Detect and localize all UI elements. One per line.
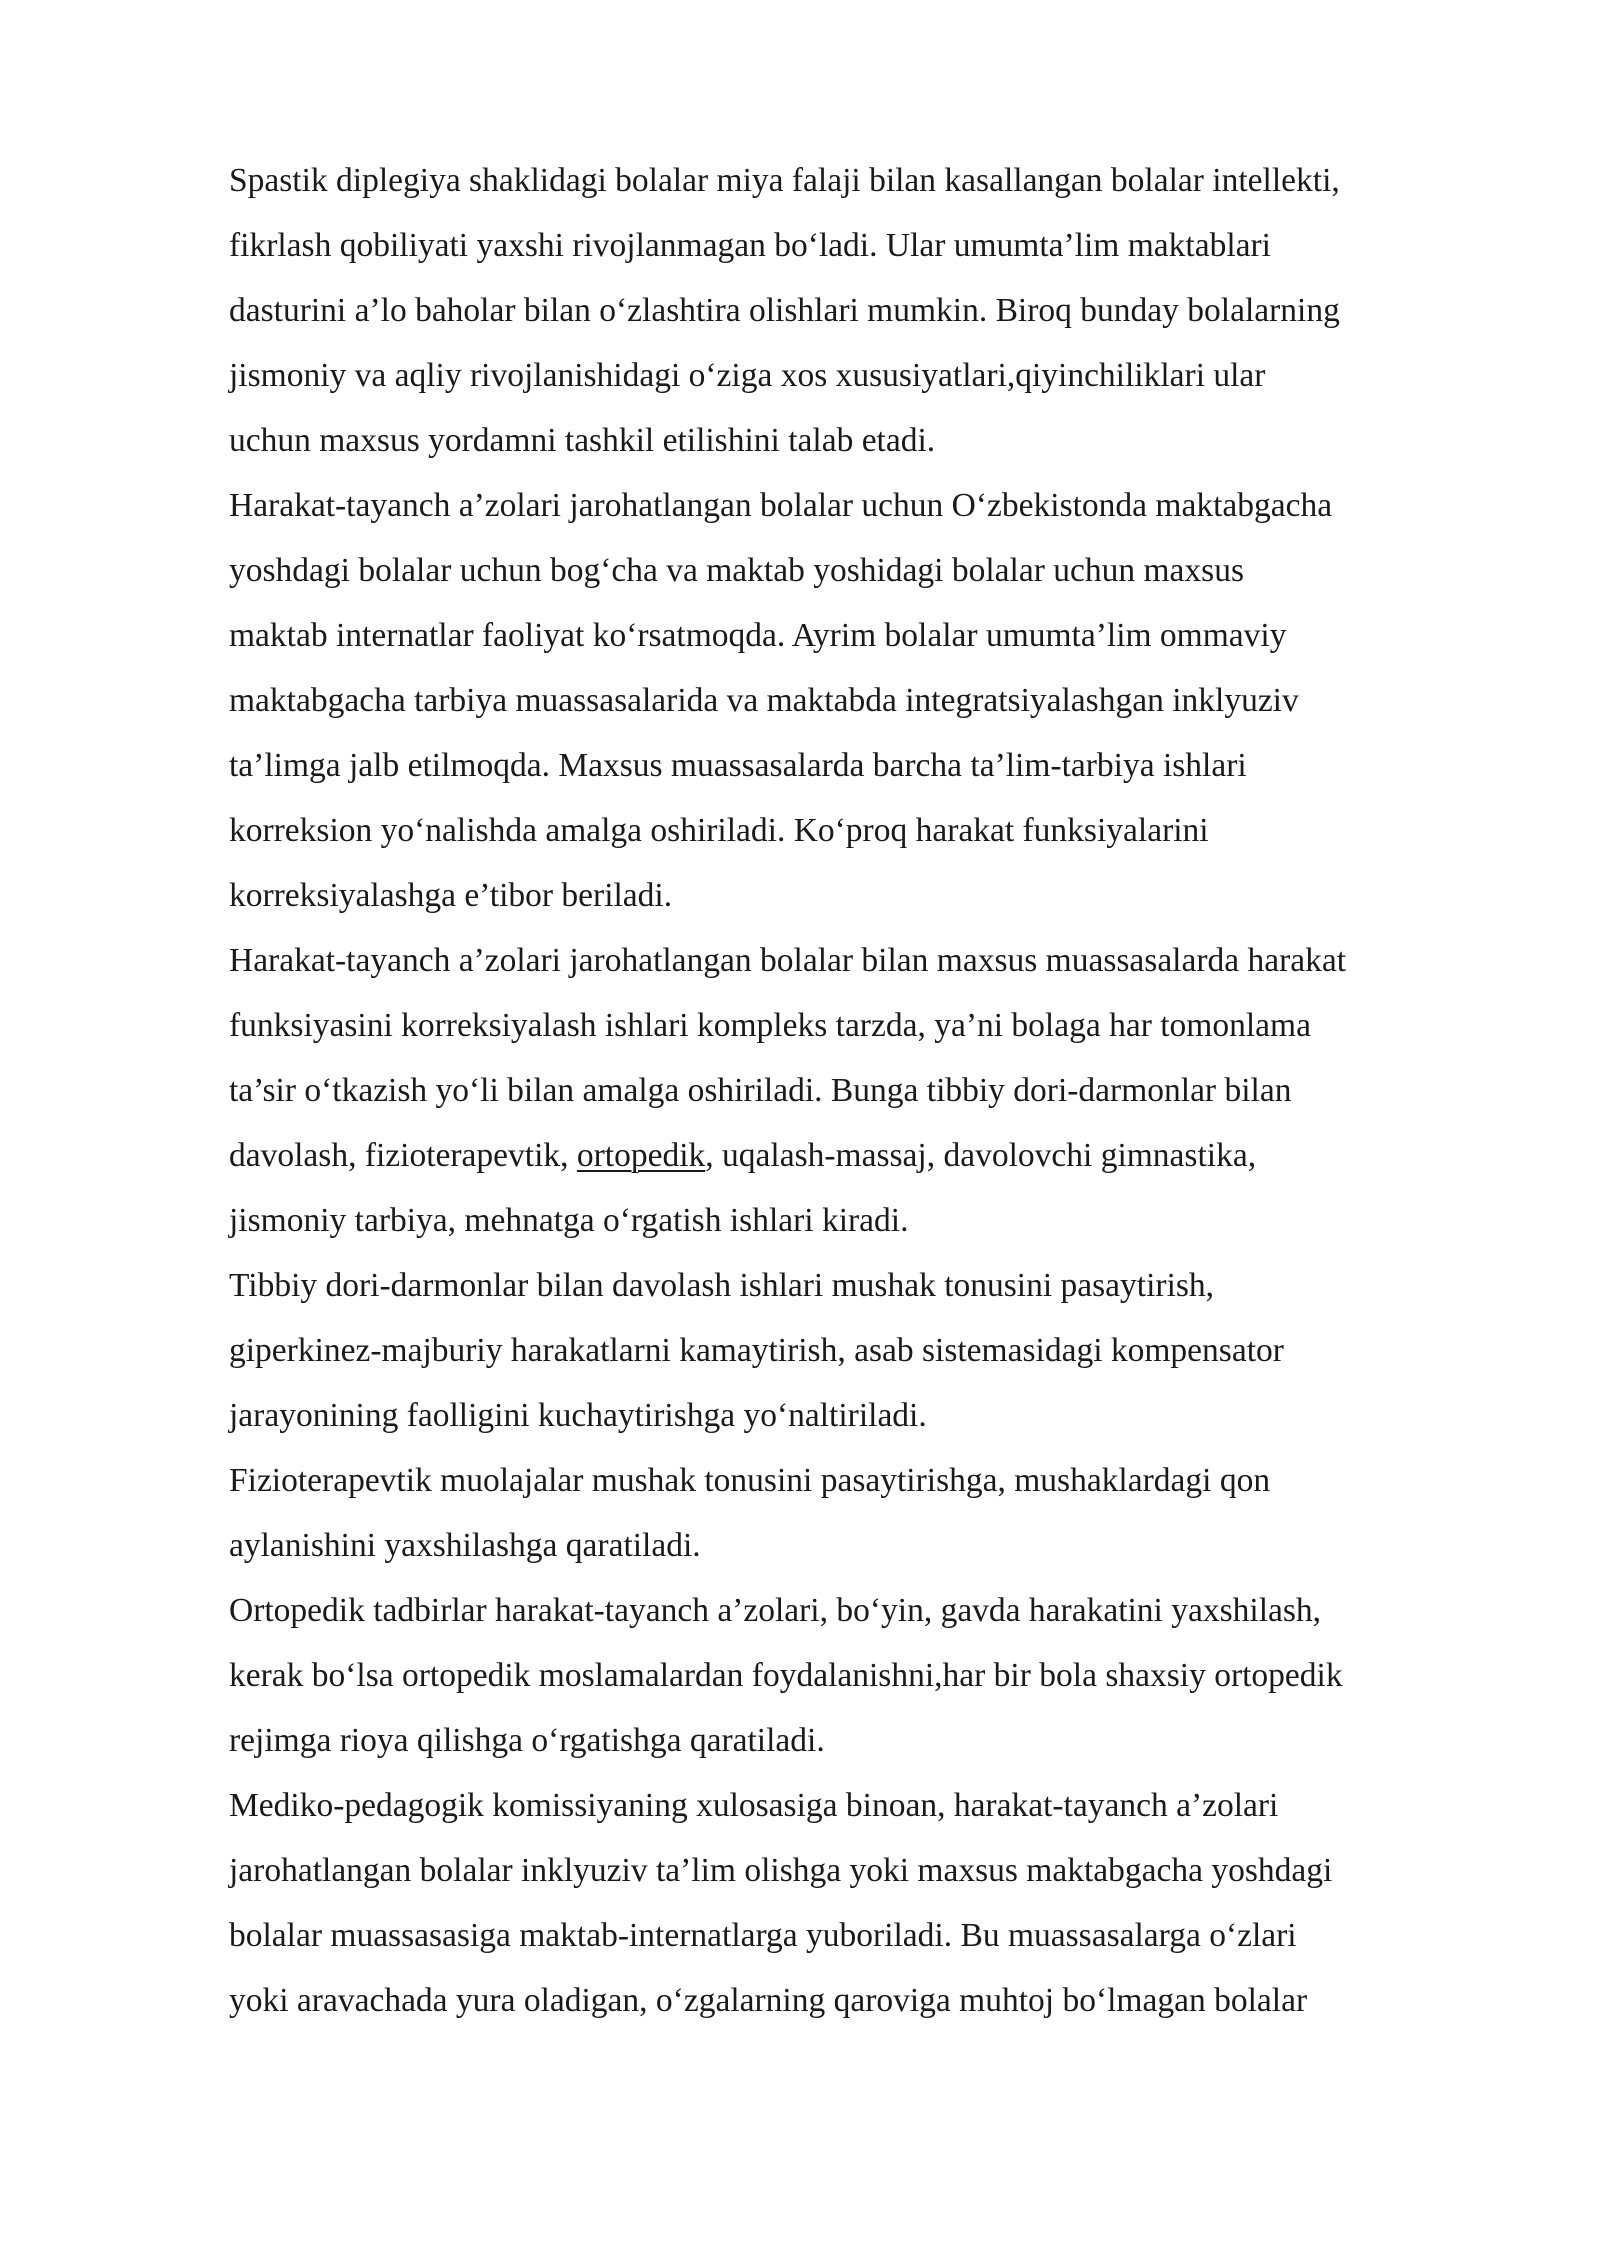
text-line: ta’sir o‘tkazish yo‘li bilan amalga oshiriladi. Bunga tibbiy dori-darmonlar bilan [229, 1072, 1292, 1109]
text-line: funksiyasini korreksiyalash ishlari kompleks tarzda, ya’ni bolaga har tomonlama [229, 1007, 1311, 1044]
text-line: uchun maxsus yordamni tashkil etilishini talab etadi. [229, 422, 936, 459]
text-line: jismoniy tarbiya, mehnatga o‘rgatish ishlari kiradi. [229, 1202, 909, 1239]
text-line: yoki aravachada yura oladigan, o‘zgalarning qaroviga muhtoj bo‘lmagan bolalar [229, 1982, 1308, 2019]
text-line: Harakat-tayanch a’zolari jarohatlangan bolalar uchun O‘zbekistonda maktabgacha [229, 487, 1333, 524]
text-segment: , uqalash-massaj, davolovchi gimnastika, [705, 1137, 1257, 1174]
text-line: jarayonining faolligini kuchaytirishga yo‘naltiriladi. [229, 1397, 927, 1434]
text-line-with-link [229, 1123, 1529, 1188]
text-line: jarohatlangan bolalar inklyuziv ta’lim olishga yoki maxsus maktabgacha yoshdagi [229, 1852, 1333, 1889]
text-line: rejimga rioya qilishga o‘rgatishga qaratiladi. [229, 1722, 825, 1759]
text-line: Spastik diplegiya shaklidagi bolalar miya falaji bilan kasallangan bolalar intellekti, [229, 162, 1340, 199]
text-line: Fizioterapevtik muolajalar mushak tonusini pasaytirishga, mushaklardagi qon [229, 1462, 1271, 1499]
text-line: aylanishini yaxshilashga qaratiladi. [229, 1527, 701, 1564]
text-line: maktabgacha tarbiya muassasalarida va maktabda integratsiyalashgan inklyuziv [229, 682, 1299, 719]
text-line: korreksion yo‘nalishda amalga oshiriladi. Ko‘proq harakat funksiyalarini [229, 812, 1209, 849]
text-line: yoshdagi bolalar uchun bog‘cha va maktab yoshidagi bolalar uchun maxsus [229, 552, 1244, 589]
text-line: Tibbiy dori-darmonlar bilan davolash ishlari mushak tonusini pasaytirish, [229, 1267, 1215, 1304]
text-line: Harakat-tayanch a’zolari jarohatlangan bolalar bilan maxsus muassasalarda harakat [229, 942, 1347, 979]
text-line: maktab internatlar faoliyat ko‘rsatmoqda. Ayrim bolalar umumta’lim ommaviy [229, 617, 1287, 654]
text-line: kerak bo‘lsa ortopedik moslamalardan foydalanishni,har bir bola shaxsiy ortopedik [229, 1657, 1343, 1694]
ortopedik-link[interactable]: ortopedik [576, 1137, 706, 1174]
text-line: ta’limga jalb etilmoqda. Maxsus muassasalarda barcha ta’lim-tarbiya ishlari [229, 747, 1247, 784]
text-line: fikrlash qobiliyati yaxshi rivojlanmagan bo‘ladi. Ular umumta’lim maktablari [229, 227, 1271, 264]
text-line: giperkinez-majburiy harakatlarni kamaytirish, asab sistemasidagi kompensator [229, 1332, 1284, 1369]
text-segment: davolash, fizioterapevtik, [229, 1137, 577, 1174]
text-line: Mediko-pedagogik komissiyaning xulosasiga binoan, harakat-tayanch a’zolari [229, 1787, 1279, 1824]
text-line: jismoniy va aqliy rivojlanishidagi o‘ziga xos xususiyatlari,qiyinchiliklari ular [229, 357, 1266, 394]
text-line: korreksiyalashga e’tibor beriladi. [229, 877, 673, 914]
text-line: Ortopedik tadbirlar harakat-tayanch a’zolari, bo‘yin, gavda harakatini yaxshilash, [229, 1592, 1322, 1629]
text-line: bolalar muassasasiga maktab-internatlarga yuboriladi. Bu muassasalarga o‘zlari [229, 1917, 1297, 1954]
text-line: dasturini a’lo baholar bilan o‘zlashtira olishlari mumkin. Biroq bunday bolalarning [229, 292, 1340, 329]
body-text [229, 148, 1529, 2033]
